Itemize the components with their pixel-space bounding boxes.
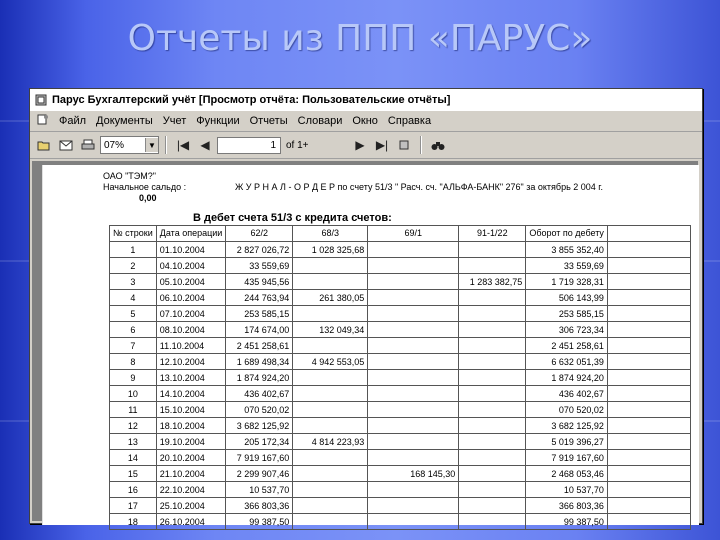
table-cell: 18 — [110, 514, 157, 530]
window-title: Парус Бухгалтерский учёт [Просмотр отчёта: Пользовательские отчёты] — [52, 94, 451, 106]
table-cell — [607, 466, 690, 482]
table-cell: 435 945,56 — [226, 274, 293, 290]
table-cell: 20.10.2004 — [156, 450, 226, 466]
table-cell — [607, 450, 690, 466]
table-cell: 1 028 325,68 — [293, 242, 368, 258]
col-header: 62/2 — [226, 226, 293, 242]
table-cell: 15 — [110, 466, 157, 482]
table-cell — [368, 386, 459, 402]
table-cell — [459, 482, 526, 498]
app-icon[interactable] — [34, 93, 48, 107]
window-titlebar[interactable] — [30, 89, 702, 111]
table-cell: 14.10.2004 — [156, 386, 226, 402]
table-cell: 10 — [110, 386, 157, 402]
table-cell — [293, 466, 368, 482]
opening-balance-label: Начальное сальдо : — [103, 182, 187, 192]
col-header: Оборот по дебету — [526, 226, 608, 242]
table-cell: 5 019 396,27 — [526, 434, 608, 450]
table-cell: 3 682 125,92 — [226, 418, 293, 434]
mail-icon[interactable] — [56, 135, 76, 155]
table-cell: 366 803,36 — [226, 498, 293, 514]
table-row — [110, 514, 691, 530]
table-cell — [368, 450, 459, 466]
table-cell — [607, 514, 690, 530]
table-cell: 168 145,30 — [368, 466, 459, 482]
table-cell — [607, 402, 690, 418]
table-row — [110, 274, 691, 290]
table-row — [110, 290, 691, 306]
table-cell: 070 520,02 — [226, 402, 293, 418]
table-cell: 06.10.2004 — [156, 290, 226, 306]
table-cell: 25.10.2004 — [156, 498, 226, 514]
org-name: ОАО "ТЭМ?" — [103, 171, 156, 181]
table-cell: 5 — [110, 306, 157, 322]
table-cell: 12.10.2004 — [156, 354, 226, 370]
table-cell — [607, 242, 690, 258]
table-cell — [607, 338, 690, 354]
menu-documents[interactable]: Документы — [96, 115, 153, 127]
report-table — [109, 225, 691, 530]
table-cell: 26.10.2004 — [156, 514, 226, 530]
table-row — [110, 338, 691, 354]
toolbar — [30, 132, 702, 159]
table-cell: 253 585,15 — [226, 306, 293, 322]
table-cell — [293, 402, 368, 418]
table-cell — [459, 386, 526, 402]
next-page-icon[interactable]: ▶ — [355, 138, 365, 152]
table-cell: 2 451 258,61 — [526, 338, 608, 354]
table-cell — [293, 274, 368, 290]
table-cell: 2 468 053,46 — [526, 466, 608, 482]
table-header-row — [110, 226, 691, 242]
table-cell: 13.10.2004 — [156, 370, 226, 386]
table-cell: 12 — [110, 418, 157, 434]
slide-title: Отчеты из ППП «ПАРУС» — [127, 18, 593, 59]
table-row — [110, 386, 691, 402]
table-cell — [368, 370, 459, 386]
table-cell: 366 803,36 — [526, 498, 608, 514]
table-row — [110, 402, 691, 418]
table-cell: 07.10.2004 — [156, 306, 226, 322]
table-cell: 1 719 328,31 — [526, 274, 608, 290]
table-cell: 2 299 907,46 — [226, 466, 293, 482]
table-cell — [459, 338, 526, 354]
col-header: 69/1 — [368, 226, 459, 242]
report-page — [42, 165, 699, 525]
table-cell — [459, 402, 526, 418]
table-cell: 3 — [110, 274, 157, 290]
table-cell — [293, 306, 368, 322]
menu-functions[interactable]: Функции — [196, 115, 240, 127]
table-row — [110, 322, 691, 338]
table-cell: 11.10.2004 — [156, 338, 226, 354]
table-cell — [368, 354, 459, 370]
table-cell: 1 — [110, 242, 157, 258]
table-row — [110, 450, 691, 466]
table-cell: 244 763,94 — [226, 290, 293, 306]
prev-page-icon[interactable]: ◀ — [200, 138, 210, 152]
table-cell — [459, 242, 526, 258]
table-row — [110, 354, 691, 370]
table-cell — [368, 434, 459, 450]
table-cell: 10 537,70 — [226, 482, 293, 498]
table-cell: 6 — [110, 322, 157, 338]
table-cell — [293, 450, 368, 466]
table-cell — [459, 306, 526, 322]
table-cell — [368, 418, 459, 434]
section-heading: В дебет счета 51/3 с кредита счетов: — [193, 212, 392, 224]
table-cell: 7 919 167,60 — [226, 450, 293, 466]
menu-window[interactable]: Окно — [352, 115, 378, 127]
table-cell — [368, 242, 459, 258]
table-row — [110, 498, 691, 514]
col-header: 91-1/22 — [459, 226, 526, 242]
table-cell: 8 — [110, 354, 157, 370]
table-cell: 261 380,05 — [293, 290, 368, 306]
menu-accounting[interactable]: Учет — [162, 115, 187, 127]
table-cell — [293, 418, 368, 434]
table-cell — [607, 434, 690, 450]
table-cell: 01.10.2004 — [156, 242, 226, 258]
journal-order-title: Ж У Р Н А Л - О Р Д Е Р по счету 51/3 " Расч. сч. "АЛЬФА-БАНК" 276" за октябрь 2 004 г. — [235, 182, 603, 192]
table-cell — [607, 290, 690, 306]
table-cell: 15.10.2004 — [156, 402, 226, 418]
table-cell — [293, 482, 368, 498]
table-cell: 21.10.2004 — [156, 466, 226, 482]
page-total: of 1+ — [286, 139, 309, 151]
table-cell — [459, 322, 526, 338]
table-cell — [607, 274, 690, 290]
menu-bar — [30, 111, 702, 132]
table-row — [110, 434, 691, 450]
table-cell — [368, 482, 459, 498]
print-icon[interactable] — [78, 135, 98, 155]
table-row — [110, 482, 691, 498]
table-cell: 4 814 223,93 — [293, 434, 368, 450]
table-cell — [607, 322, 690, 338]
table-cell — [293, 370, 368, 386]
table-row — [110, 306, 691, 322]
table-cell — [459, 434, 526, 450]
table-cell: 99 387,50 — [226, 514, 293, 530]
page-input[interactable]: 1 — [217, 137, 281, 154]
table-cell — [459, 290, 526, 306]
table-cell: 4 — [110, 290, 157, 306]
table-cell: 08.10.2004 — [156, 322, 226, 338]
table-cell — [607, 258, 690, 274]
table-cell: 14 — [110, 450, 157, 466]
table-cell — [607, 386, 690, 402]
table-cell — [607, 306, 690, 322]
menu-dictionaries[interactable]: Словари — [297, 115, 343, 127]
zoom-select[interactable] — [100, 136, 159, 154]
table-cell — [368, 338, 459, 354]
table-cell — [368, 514, 459, 530]
table-cell: 306 723,34 — [526, 322, 608, 338]
table-cell: 174 674,00 — [226, 322, 293, 338]
table-cell — [368, 402, 459, 418]
table-cell: 7 919 167,60 — [526, 450, 608, 466]
table-cell: 3 682 125,92 — [526, 418, 608, 434]
table-cell — [293, 258, 368, 274]
table-cell — [293, 514, 368, 530]
binoculars-icon[interactable] — [428, 135, 448, 155]
table-cell: 99 387,50 — [526, 514, 608, 530]
table-cell: 22.10.2004 — [156, 482, 226, 498]
last-page-icon[interactable]: ▶| — [375, 138, 389, 152]
table-cell: 18.10.2004 — [156, 418, 226, 434]
table-cell — [607, 354, 690, 370]
table-cell: 10 537,70 — [526, 482, 608, 498]
table-cell: 05.10.2004 — [156, 274, 226, 290]
table-row — [110, 418, 691, 434]
col-header: 68/3 — [293, 226, 368, 242]
doc-menu-icon[interactable] — [32, 112, 54, 130]
col-header — [607, 226, 690, 242]
table-cell: 9 — [110, 370, 157, 386]
chevron-down-icon[interactable]: ▼ — [145, 138, 158, 152]
table-cell — [368, 290, 459, 306]
table-row — [110, 258, 691, 274]
col-header: № строки — [110, 226, 157, 242]
table-cell — [368, 498, 459, 514]
open-icon[interactable] — [34, 135, 54, 155]
table-cell: 6 632 051,39 — [526, 354, 608, 370]
table-cell: 16 — [110, 482, 157, 498]
table-cell — [459, 450, 526, 466]
table-cell: 1 874 924,20 — [226, 370, 293, 386]
table-cell: 1 874 924,20 — [526, 370, 608, 386]
menu-file[interactable]: Файл — [59, 115, 87, 127]
table-cell: 11 — [110, 402, 157, 418]
table-cell: 253 585,15 — [526, 306, 608, 322]
table-cell: 2 — [110, 258, 157, 274]
table-cell — [459, 370, 526, 386]
table-cell: 3 855 352,40 — [526, 242, 608, 258]
opening-balance-value: 0,00 — [139, 193, 157, 203]
table-cell: 506 143,99 — [526, 290, 608, 306]
table-cell — [607, 482, 690, 498]
table-cell — [607, 370, 690, 386]
table-cell: 1 283 382,75 — [459, 274, 526, 290]
table-cell — [368, 306, 459, 322]
table-cell: 132 049,34 — [293, 322, 368, 338]
report-window — [29, 88, 703, 527]
table-cell — [459, 418, 526, 434]
menu-reports[interactable]: Отчеты — [249, 115, 288, 127]
table-cell — [459, 498, 526, 514]
table-cell: 04.10.2004 — [156, 258, 226, 274]
table-cell — [368, 322, 459, 338]
zoom-value: 07% — [104, 139, 125, 151]
table-cell — [459, 466, 526, 482]
table-cell: 33 559,69 — [226, 258, 293, 274]
table-cell: 1 689 498,34 — [226, 354, 293, 370]
table-cell: 17 — [110, 498, 157, 514]
table-cell: 070 520,02 — [526, 402, 608, 418]
table-cell: 33 559,69 — [526, 258, 608, 274]
table-cell: 19.10.2004 — [156, 434, 226, 450]
table-cell — [607, 498, 690, 514]
table-row — [110, 242, 691, 258]
table-cell — [368, 274, 459, 290]
table-row — [110, 466, 691, 482]
table-cell — [368, 258, 459, 274]
table-cell — [459, 258, 526, 274]
table-cell — [459, 354, 526, 370]
report-viewport[interactable] — [32, 161, 698, 527]
table-cell — [293, 498, 368, 514]
table-cell: 2 827 026,72 — [226, 242, 293, 258]
table-cell: 7 — [110, 338, 157, 354]
table-row — [110, 370, 691, 386]
menu-help[interactable]: Справка — [387, 115, 432, 127]
table-cell: 436 402,67 — [526, 386, 608, 402]
col-header: Дата операции — [156, 226, 226, 242]
table-cell — [459, 514, 526, 530]
first-page-icon[interactable]: |◀ — [176, 138, 190, 152]
table-cell: 436 402,67 — [226, 386, 293, 402]
table-cell — [293, 386, 368, 402]
table-cell: 2 451 258,61 — [226, 338, 293, 354]
table-cell — [607, 418, 690, 434]
stop-icon[interactable] — [394, 135, 414, 155]
table-cell: 205 172,34 — [226, 434, 293, 450]
table-cell — [293, 338, 368, 354]
table-cell: 4 942 553,05 — [293, 354, 368, 370]
table-cell: 13 — [110, 434, 157, 450]
